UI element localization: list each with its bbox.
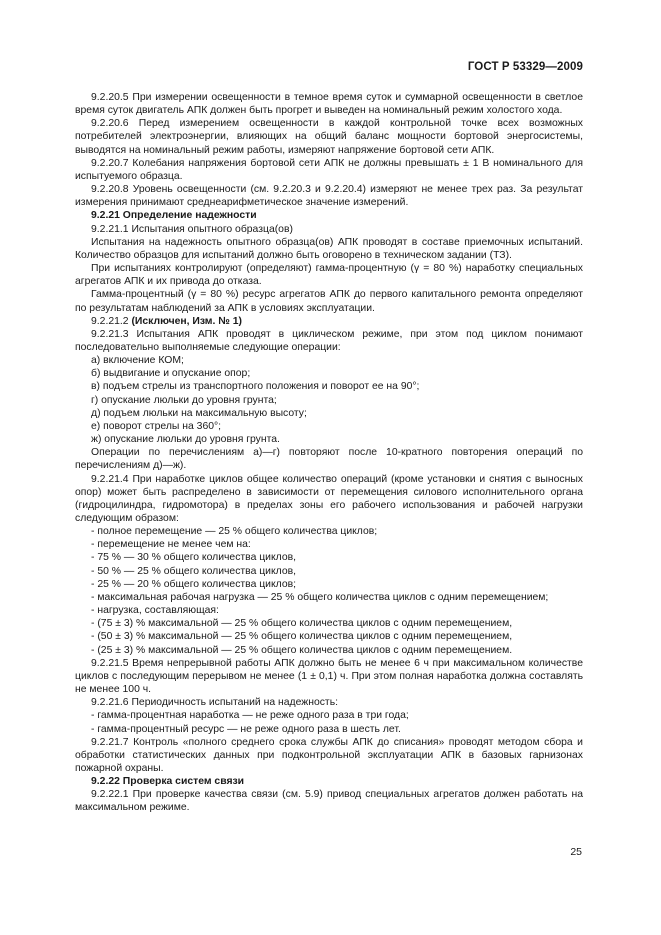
paragraph: При испытаниях контролируют (определяют) гамма-процентную (γ = 80 %) наработку специальных агрегатов АПК и их привода до отказа. [75,263,583,288]
list-item: - перемещение не менее чем на: [91,539,251,551]
paragraph: 9.2.21.3 Испытания АПК проводят в циклическом режиме, при этом под циклом понимают последовательно выполняемые следующие операции: [75,328,583,353]
list-item: - нагрузка, составляющая: [91,605,219,617]
paragraph: 9.2.21.1 Испытания опытного образца(ов) [91,223,293,235]
list-item: - (50 ± 3) % максимальной — 25 % общего количества циклов с одним перемещением, [91,631,513,643]
paragraph: 9.2.20.6 Перед измерением освещенности в каждой контрольной точке всех возможных потребителей электроэнергии, влияющих на общий баланс мощности бортовой энергосистемы, выводятся на номинальный режим работы, измеряют напряжение бортовой сети АПК. [75,118,583,156]
list-item: б) выдвигание и опускание опор; [91,368,251,380]
paragraph: Испытания на надежность опытного образца(ов) АПК проводят в составе приемочных испытаний. Количество образцов для испытаний должно быть оговорено в техническом задании (ТЗ). [75,236,583,261]
document-header: ГОСТ Р 53329—2009 [467,61,583,73]
paragraph: Операции по перечислениям а)—г) повторяют после 10-кратного повторения операций по перечислениям д)—ж). [75,447,583,472]
list-item: в) подъем стрелы из транспортного положения и поворот ее на 90°; [91,381,420,393]
excluded-note: (Исключен, Изм. № 1) [131,315,242,327]
section-heading: 9.2.22 Проверка систем связи [91,776,245,788]
paragraph: 9.2.21.7 Контроль «полного среднего срока службы АПК до списания» проводят методом сбора и обработки статистических данных при подконтрольной эксплуатации АПК в базовых гарнизонах пожарной охраны. [75,736,583,774]
paragraph: 9.2.22.1 При проверке качества связи (см. 5.9) привод специальных агрегатов должен работать на максимальном режиме. [75,789,583,814]
list-item: д) подъем люльки на максимальную высоту; [91,407,307,419]
paragraph: 9.2.20.7 Колебания напряжения бортовой сети АПК не должны превышать ± 1 В номинального для испытуемого образца. [75,157,583,182]
paragraph: 9.2.20.5 При измерении освещенности в темное время суток и суммарной освещенности в светлое время суток двигатель АПК должен быть прогрет и выведен на номинальный режим холостого хода. [75,92,583,117]
list-item: - гамма-процентный ресурс — не реже одного раза в шесть лет. [91,723,401,735]
list-item: ж) опускание люльки до уровня грунта. [91,434,280,446]
list-item: - полное перемещение — 25 % общего количества циклов; [91,526,378,538]
list-item: г) опускание люльки до уровня грунта; [91,394,277,406]
paragraph: 9.2.21.6 Периодичность испытаний на надежность: [91,697,338,709]
list-item: - гамма-процентная наработка — не реже одного раза в три года; [91,710,409,722]
paragraph: 9.2.21.5 Время непрерывной работы АПК должно быть не менее 6 ч при максимальном количестве циклов с последующим перерывом не менее (1 ± 0,1) ч. При этом полная наработка должна составлять не менее 100 ч. [75,657,583,696]
list-item: - 75 % — 30 % общего количества циклов, [91,552,297,564]
list-item: е) поворот стрелы на 360°; [91,420,222,432]
paragraph: 9.2.21.4 При наработке циклов общее количество операций (кроме установки и снятия с выносных опор) может быть распределено в зависимости от перемещения силового исполнительного органа (гидроцилиндра, гидромотора) в пределах зоны его рабочего использования и рабочей нагрузки следующим образом: [75,473,583,524]
page-number: 25 [570,846,582,858]
paragraph: Гамма-процентный (γ = 80 %) ресурс агрегатов АПК до первого капитального ремонта определяют по результатам наблюдений за АПК в условиях эксплуатации. [75,289,583,314]
list-item: - 50 % — 25 % общего количества циклов, [91,565,297,577]
list-item: - (25 ± 3) % максимальной — 25 % общего количества циклов с одним перемещением. [91,644,513,656]
paragraph: 9.2.21.2 (Исключен, Изм. № 1) [91,315,242,327]
list-item: - (75 ± 3) % максимальной — 25 % общего количества циклов с одним перемещением, [91,618,513,630]
list-item: - максимальная рабочая нагрузка — 25 % общего количества циклов с одним перемещением; [91,591,549,603]
document-body [75,91,583,815]
section-heading: 9.2.21 Определение надежности [91,210,257,222]
list-item: - 25 % — 20 % общего количества циклов; [91,578,297,590]
list-item: а) включение КОМ; [91,355,184,367]
paragraph: 9.2.20.8 Уровень освещенности (см. 9.2.20.3 и 9.2.20.4) измеряют не менее трех раз. За результат измерения принимают среднеарифметическое значение измерений. [75,184,583,209]
